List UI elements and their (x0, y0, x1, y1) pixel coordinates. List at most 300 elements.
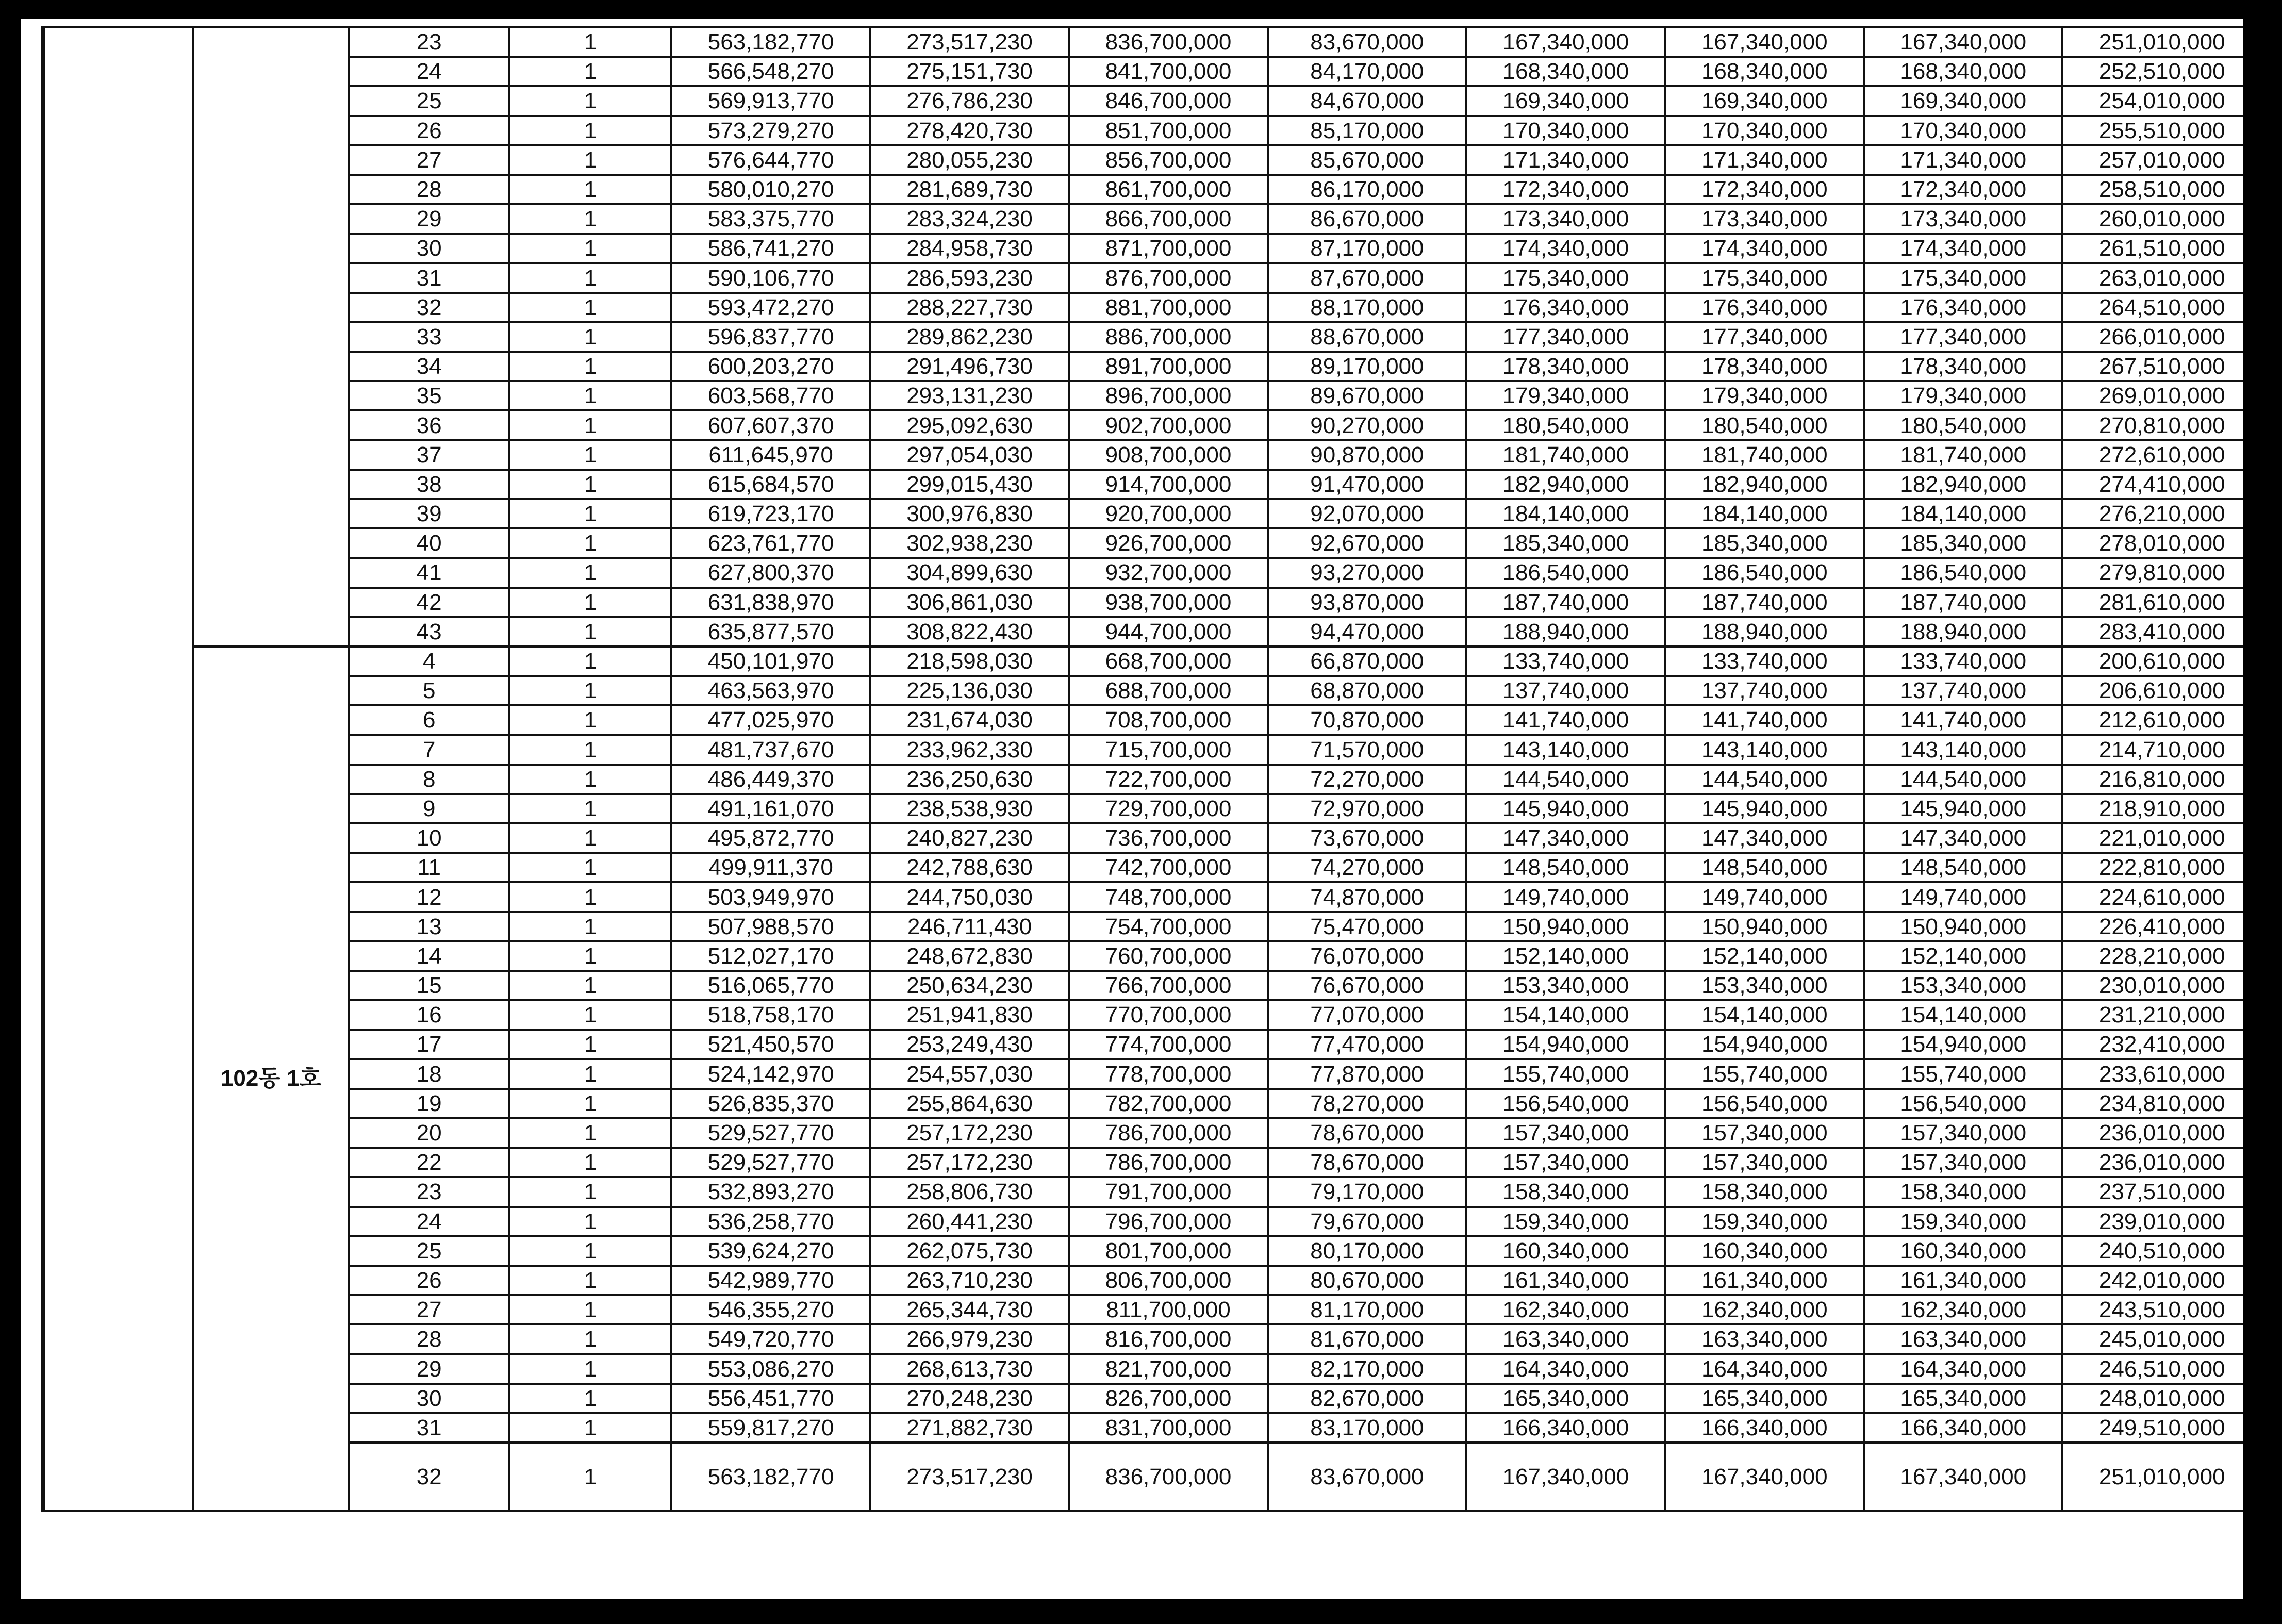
table-cell: 83,670,000 (1268, 1443, 1466, 1511)
table-cell: 221,010,000 (2062, 823, 2243, 853)
table-row (43, 558, 2243, 587)
table-cell: 770,700,000 (1069, 1000, 1267, 1030)
table-cell: 766,700,000 (1069, 971, 1267, 1000)
table-cell: 264,510,000 (2062, 293, 2243, 322)
table-cell: 150,940,000 (1466, 912, 1665, 941)
table-cell: 260,441,230 (870, 1207, 1069, 1236)
table-cell: 262,075,730 (870, 1236, 1069, 1266)
table-cell: 8 (349, 765, 509, 794)
table-cell: 176,340,000 (1665, 293, 1864, 322)
table-cell: 276,786,230 (870, 86, 1069, 115)
table-row (43, 352, 2243, 381)
table-cell: 596,837,770 (671, 322, 870, 352)
table-row (43, 647, 2243, 676)
table-cell: 30 (349, 234, 509, 263)
table-cell: 806,700,000 (1069, 1266, 1267, 1295)
table-cell: 1 (509, 86, 672, 115)
table-cell: 155,740,000 (1864, 1059, 2062, 1089)
table-cell: 688,700,000 (1069, 676, 1267, 705)
table-cell: 148,540,000 (1665, 853, 1864, 882)
table-cell: 861,700,000 (1069, 175, 1267, 204)
table-row (43, 116, 2243, 145)
table-cell: 169,340,000 (1665, 86, 1864, 115)
table-cell: 224,610,000 (2062, 882, 2243, 912)
table-cell: 1 (509, 912, 672, 941)
table-cell: 171,340,000 (1665, 145, 1864, 175)
table-cell: 231,210,000 (2062, 1000, 2243, 1030)
table-cell: 91,470,000 (1268, 470, 1466, 499)
table-cell: 232,410,000 (2062, 1030, 2243, 1059)
table-cell: 218,598,030 (870, 647, 1069, 676)
table-cell: 137,740,000 (1466, 676, 1665, 705)
table-cell: 300,976,830 (870, 499, 1069, 528)
table-cell: 167,340,000 (1864, 27, 2062, 57)
table-cell: 159,340,000 (1466, 1207, 1665, 1236)
table-cell: 302,938,230 (870, 528, 1069, 558)
table-row (43, 440, 2243, 470)
table-cell: 93,870,000 (1268, 588, 1466, 617)
category-cell (43, 27, 193, 1511)
table-cell: 611,645,970 (671, 440, 870, 470)
table-cell: 18 (349, 1059, 509, 1089)
table-cell: 156,540,000 (1665, 1089, 1864, 1118)
table-cell: 149,740,000 (1466, 882, 1665, 912)
table-cell: 246,711,430 (870, 912, 1069, 941)
table-cell: 172,340,000 (1864, 175, 2062, 204)
table-row (43, 705, 2243, 735)
table-cell: 1 (509, 263, 672, 293)
table-cell: 532,893,270 (671, 1177, 870, 1206)
table-cell: 79,670,000 (1268, 1207, 1466, 1236)
table-cell: 36 (349, 410, 509, 440)
table-cell: 304,899,630 (870, 558, 1069, 587)
table-cell: 85,170,000 (1268, 116, 1466, 145)
table-cell: 171,340,000 (1864, 145, 2062, 175)
table-cell: 167,340,000 (1466, 1443, 1665, 1511)
table-cell: 516,065,770 (671, 971, 870, 1000)
table-cell: 569,913,770 (671, 86, 870, 115)
table-cell: 29 (349, 1354, 509, 1383)
table-cell: 529,527,770 (671, 1148, 870, 1177)
table-cell: 154,140,000 (1864, 1000, 2062, 1030)
table-cell: 1 (509, 175, 672, 204)
table-cell: 512,027,170 (671, 941, 870, 971)
table-cell: 1 (509, 676, 672, 705)
table-cell: 27 (349, 145, 509, 175)
table-cell: 253,249,430 (870, 1030, 1069, 1059)
table-cell: 82,670,000 (1268, 1384, 1466, 1413)
table-cell: 145,940,000 (1466, 794, 1665, 823)
table-cell: 279,810,000 (2062, 558, 2243, 587)
table-cell: 260,010,000 (2062, 204, 2243, 234)
table-cell: 267,510,000 (2062, 352, 2243, 381)
table-cell: 1 (509, 499, 672, 528)
table-cell: 278,010,000 (2062, 528, 2243, 558)
table-cell: 846,700,000 (1069, 86, 1267, 115)
table-cell: 791,700,000 (1069, 1177, 1267, 1206)
table-cell: 631,838,970 (671, 588, 870, 617)
table-cell: 273,517,230 (870, 27, 1069, 57)
table-cell: 826,700,000 (1069, 1384, 1267, 1413)
table-cell: 137,740,000 (1864, 676, 2062, 705)
table-cell: 187,740,000 (1466, 588, 1665, 617)
table-cell: 37 (349, 440, 509, 470)
table-cell: 32 (349, 1443, 509, 1511)
table-cell: 856,700,000 (1069, 145, 1267, 175)
table-cell: 1 (509, 1384, 672, 1413)
table-row (43, 1089, 2243, 1118)
table-cell: 573,279,270 (671, 116, 870, 145)
table-cell: 159,340,000 (1665, 1207, 1864, 1236)
table-cell: 72,970,000 (1268, 794, 1466, 823)
table-cell: 1 (509, 352, 672, 381)
table-cell: 1 (509, 1030, 672, 1059)
table-cell: 236,250,630 (870, 765, 1069, 794)
table-cell: 178,340,000 (1665, 352, 1864, 381)
table-cell: 74,870,000 (1268, 882, 1466, 912)
table-cell: 1 (509, 1089, 672, 1118)
table-cell: 71,570,000 (1268, 735, 1466, 765)
table-cell: 78,670,000 (1268, 1148, 1466, 1177)
table-cell: 179,340,000 (1665, 381, 1864, 410)
table-cell: 77,870,000 (1268, 1059, 1466, 1089)
table-row (43, 971, 2243, 1000)
table-cell: 563,182,770 (671, 1443, 870, 1511)
table-cell: 88,170,000 (1268, 293, 1466, 322)
table-cell: 891,700,000 (1069, 352, 1267, 381)
table-cell: 137,740,000 (1665, 676, 1864, 705)
table-cell: 144,540,000 (1466, 765, 1665, 794)
table-cell: 722,700,000 (1069, 765, 1267, 794)
table-cell: 576,644,770 (671, 145, 870, 175)
table-cell: 6 (349, 705, 509, 735)
table-cell: 266,979,230 (870, 1324, 1069, 1354)
table-cell: 526,835,370 (671, 1089, 870, 1118)
table-cell: 182,940,000 (1466, 470, 1665, 499)
table-cell: 87,170,000 (1268, 234, 1466, 263)
table-cell: 266,010,000 (2062, 322, 2243, 352)
table-row (43, 234, 2243, 263)
table-cell: 283,324,230 (870, 204, 1069, 234)
table-cell: 170,340,000 (1864, 116, 2062, 145)
table-cell: 173,340,000 (1466, 204, 1665, 234)
table-cell: 89,670,000 (1268, 381, 1466, 410)
table-row (43, 617, 2243, 647)
table-cell: 68,870,000 (1268, 676, 1466, 705)
table-cell: 269,010,000 (2062, 381, 2243, 410)
table-cell: 86,170,000 (1268, 175, 1466, 204)
table-cell: 1 (509, 558, 672, 587)
table-cell: 30 (349, 1384, 509, 1413)
table-cell: 179,340,000 (1466, 381, 1665, 410)
table-cell: 25 (349, 1236, 509, 1266)
table-cell: 160,340,000 (1864, 1236, 2062, 1266)
table-cell: 90,870,000 (1268, 440, 1466, 470)
table-cell: 542,989,770 (671, 1266, 870, 1295)
table-cell: 754,700,000 (1069, 912, 1267, 941)
table-cell: 145,940,000 (1864, 794, 2062, 823)
table-cell: 491,161,070 (671, 794, 870, 823)
table-cell: 255,864,630 (870, 1089, 1069, 1118)
table-cell: 185,340,000 (1864, 528, 2062, 558)
table-row (43, 263, 2243, 293)
table-cell: 175,340,000 (1466, 263, 1665, 293)
table-cell: 258,806,730 (870, 1177, 1069, 1206)
table-cell: 152,140,000 (1864, 941, 2062, 971)
table-cell: 24 (349, 57, 509, 86)
table-cell: 32 (349, 293, 509, 322)
table-cell: 1 (509, 1324, 672, 1354)
table-row (43, 735, 2243, 765)
table-cell: 82,170,000 (1268, 1354, 1466, 1383)
table-cell: 87,670,000 (1268, 263, 1466, 293)
table-cell: 242,788,630 (870, 853, 1069, 882)
table-cell: 760,700,000 (1069, 941, 1267, 971)
table-cell: 774,700,000 (1069, 1030, 1267, 1059)
table-cell: 1 (509, 1354, 672, 1383)
table-row (43, 912, 2243, 941)
table-cell: 12 (349, 882, 509, 912)
table-cell: 154,140,000 (1665, 1000, 1864, 1030)
table-cell: 280,055,230 (870, 145, 1069, 175)
table-cell: 175,340,000 (1864, 263, 2062, 293)
table-cell: 250,634,230 (870, 971, 1069, 1000)
table-cell: 93,270,000 (1268, 558, 1466, 587)
table-row (43, 1059, 2243, 1089)
table-cell: 81,170,000 (1268, 1295, 1466, 1324)
table-cell: 147,340,000 (1665, 823, 1864, 853)
table-cell: 271,882,730 (870, 1413, 1069, 1443)
table-cell: 24 (349, 1207, 509, 1236)
table-cell: 168,340,000 (1864, 57, 2062, 86)
table-cell: 157,340,000 (1665, 1118, 1864, 1148)
table-cell: 254,010,000 (2062, 86, 2243, 115)
table-cell: 187,740,000 (1665, 588, 1864, 617)
table-cell: 81,670,000 (1268, 1324, 1466, 1354)
table-cell: 143,140,000 (1466, 735, 1665, 765)
table-cell: 85,670,000 (1268, 145, 1466, 175)
table-cell: 90,270,000 (1268, 410, 1466, 440)
table-cell: 308,822,430 (870, 617, 1069, 647)
table-cell: 176,340,000 (1466, 293, 1665, 322)
table-cell: 1 (509, 794, 672, 823)
table-cell: 778,700,000 (1069, 1059, 1267, 1089)
table-cell: 499,911,370 (671, 853, 870, 882)
table-cell: 94,470,000 (1268, 617, 1466, 647)
table-cell: 270,810,000 (2062, 410, 2243, 440)
table-cell: 144,540,000 (1864, 765, 2062, 794)
table-cell: 1 (509, 1059, 672, 1089)
table-cell: 185,340,000 (1665, 528, 1864, 558)
table-cell: 257,172,230 (870, 1118, 1069, 1148)
table-cell: 1 (509, 145, 672, 175)
table-cell: 17 (349, 1030, 509, 1059)
table-cell: 152,140,000 (1466, 941, 1665, 971)
table-cell: 157,340,000 (1466, 1118, 1665, 1148)
table-cell: 1 (509, 1000, 672, 1030)
table-cell: 173,340,000 (1864, 204, 2062, 234)
table-cell: 299,015,430 (870, 470, 1069, 499)
table-cell: 92,070,000 (1268, 499, 1466, 528)
table-cell: 176,340,000 (1864, 293, 2062, 322)
table-cell: 35 (349, 381, 509, 410)
table-cell: 70,870,000 (1268, 705, 1466, 735)
table-cell: 174,340,000 (1466, 234, 1665, 263)
table-cell: 1 (509, 1443, 672, 1511)
table-row (43, 1443, 2243, 1511)
table-cell: 206,610,000 (2062, 676, 2243, 705)
table-cell: 866,700,000 (1069, 204, 1267, 234)
table-cell: 668,700,000 (1069, 647, 1267, 676)
table-cell: 162,340,000 (1864, 1295, 2062, 1324)
table-cell: 1 (509, 588, 672, 617)
table-row (43, 1030, 2243, 1059)
table-cell: 1 (509, 1236, 672, 1266)
table-cell: 1 (509, 57, 672, 86)
table-cell: 507,988,570 (671, 912, 870, 941)
table-cell: 177,340,000 (1665, 322, 1864, 352)
table-cell: 188,940,000 (1665, 617, 1864, 647)
table-cell: 174,340,000 (1665, 234, 1864, 263)
table-cell: 14 (349, 941, 509, 971)
table-cell: 167,340,000 (1665, 27, 1864, 57)
table-cell: 162,340,000 (1665, 1295, 1864, 1324)
table-row (43, 145, 2243, 175)
table-cell: 167,340,000 (1864, 1443, 2062, 1511)
table-cell: 83,170,000 (1268, 1413, 1466, 1443)
table-cell: 160,340,000 (1665, 1236, 1864, 1266)
table-cell: 38 (349, 470, 509, 499)
table-cell: 222,810,000 (2062, 853, 2243, 882)
table-cell: 80,670,000 (1268, 1266, 1466, 1295)
table-cell: 821,700,000 (1069, 1354, 1267, 1383)
table-cell: 1 (509, 1177, 672, 1206)
table-cell: 165,340,000 (1864, 1384, 2062, 1413)
table-cell: 167,340,000 (1466, 27, 1665, 57)
table-cell: 729,700,000 (1069, 794, 1267, 823)
table-cell: 268,613,730 (870, 1354, 1069, 1383)
table-cell: 549,720,770 (671, 1324, 870, 1354)
table-cell: 26 (349, 1266, 509, 1295)
table-cell: 13 (349, 912, 509, 941)
table-cell: 503,949,970 (671, 882, 870, 912)
table-cell: 212,610,000 (2062, 705, 2243, 735)
table-cell: 19 (349, 1089, 509, 1118)
table-cell: 251,941,830 (870, 1000, 1069, 1030)
table-cell: 76,070,000 (1268, 941, 1466, 971)
table-row (43, 470, 2243, 499)
table-cell: 186,540,000 (1466, 558, 1665, 587)
table-row (43, 1266, 2243, 1295)
table-cell: 158,340,000 (1665, 1177, 1864, 1206)
table-cell: 170,340,000 (1466, 116, 1665, 145)
table-cell: 1 (509, 381, 672, 410)
table-cell: 1 (509, 1118, 672, 1148)
table-row (43, 765, 2243, 794)
table-cell: 26 (349, 116, 509, 145)
table-cell: 33 (349, 322, 509, 352)
table-cell: 75,470,000 (1268, 912, 1466, 941)
table-cell: 521,450,570 (671, 1030, 870, 1059)
table-cell: 141,740,000 (1665, 705, 1864, 735)
table-cell: 153,340,000 (1864, 971, 2062, 1000)
table-cell: 518,758,170 (671, 1000, 870, 1030)
table-row (43, 322, 2243, 352)
table-cell: 185,340,000 (1466, 528, 1665, 558)
table-row (43, 1177, 2243, 1206)
table-cell: 165,340,000 (1665, 1384, 1864, 1413)
table-cell: 944,700,000 (1069, 617, 1267, 647)
table-cell: 1 (509, 647, 672, 676)
price-table (41, 26, 2243, 1512)
table-cell: 252,510,000 (2062, 57, 2243, 86)
table-cell: 7 (349, 735, 509, 765)
table-cell: 1 (509, 1148, 672, 1177)
table-cell: 281,689,730 (870, 175, 1069, 204)
table-cell: 306,861,030 (870, 588, 1069, 617)
table-cell: 748,700,000 (1069, 882, 1267, 912)
table-cell: 173,340,000 (1665, 204, 1864, 234)
table-cell: 1 (509, 322, 672, 352)
table-cell: 786,700,000 (1069, 1118, 1267, 1148)
table-cell: 539,624,270 (671, 1236, 870, 1266)
table-cell: 274,410,000 (2062, 470, 2243, 499)
table-cell: 836,700,000 (1069, 1443, 1267, 1511)
document-page (21, 19, 2243, 1599)
table-cell: 184,140,000 (1864, 499, 2062, 528)
table-cell: 174,340,000 (1864, 234, 2062, 263)
table-cell: 73,670,000 (1268, 823, 1466, 853)
table-row (43, 1413, 2243, 1443)
table-cell: 160,340,000 (1466, 1236, 1665, 1266)
table-cell: 742,700,000 (1069, 853, 1267, 882)
table-cell: 600,203,270 (671, 352, 870, 381)
table-cell: 15 (349, 971, 509, 1000)
table-cell: 79,170,000 (1268, 1177, 1466, 1206)
table-cell: 270,248,230 (870, 1384, 1069, 1413)
table-cell: 156,540,000 (1466, 1089, 1665, 1118)
table-row (43, 1000, 2243, 1030)
unit-label-cell (193, 27, 349, 647)
table-cell: 168,340,000 (1665, 57, 1864, 86)
table-cell: 133,740,000 (1665, 647, 1864, 676)
table-row (43, 823, 2243, 853)
table-cell: 162,340,000 (1466, 1295, 1665, 1324)
table-cell: 23 (349, 1177, 509, 1206)
table-cell: 246,510,000 (2062, 1354, 2243, 1383)
table-cell: 586,741,270 (671, 234, 870, 263)
table-cell: 831,700,000 (1069, 1413, 1267, 1443)
table-cell: 236,010,000 (2062, 1118, 2243, 1148)
table-cell: 175,340,000 (1665, 263, 1864, 293)
table-cell: 1 (509, 823, 672, 853)
table-cell: 214,710,000 (2062, 735, 2243, 765)
table-cell: 166,340,000 (1864, 1413, 2062, 1443)
table-cell: 801,700,000 (1069, 1236, 1267, 1266)
table-cell: 186,540,000 (1665, 558, 1864, 587)
table-cell: 27 (349, 1295, 509, 1324)
table-row (43, 676, 2243, 705)
table-cell: 154,940,000 (1466, 1030, 1665, 1059)
table-cell: 811,700,000 (1069, 1295, 1267, 1324)
table-cell: 77,070,000 (1268, 1000, 1466, 1030)
table-cell: 293,131,230 (870, 381, 1069, 410)
table-cell: 172,340,000 (1466, 175, 1665, 204)
table-cell: 161,340,000 (1864, 1266, 2062, 1295)
table-cell: 553,086,270 (671, 1354, 870, 1383)
table-cell: 261,510,000 (2062, 234, 2243, 263)
table-cell: 841,700,000 (1069, 57, 1267, 86)
